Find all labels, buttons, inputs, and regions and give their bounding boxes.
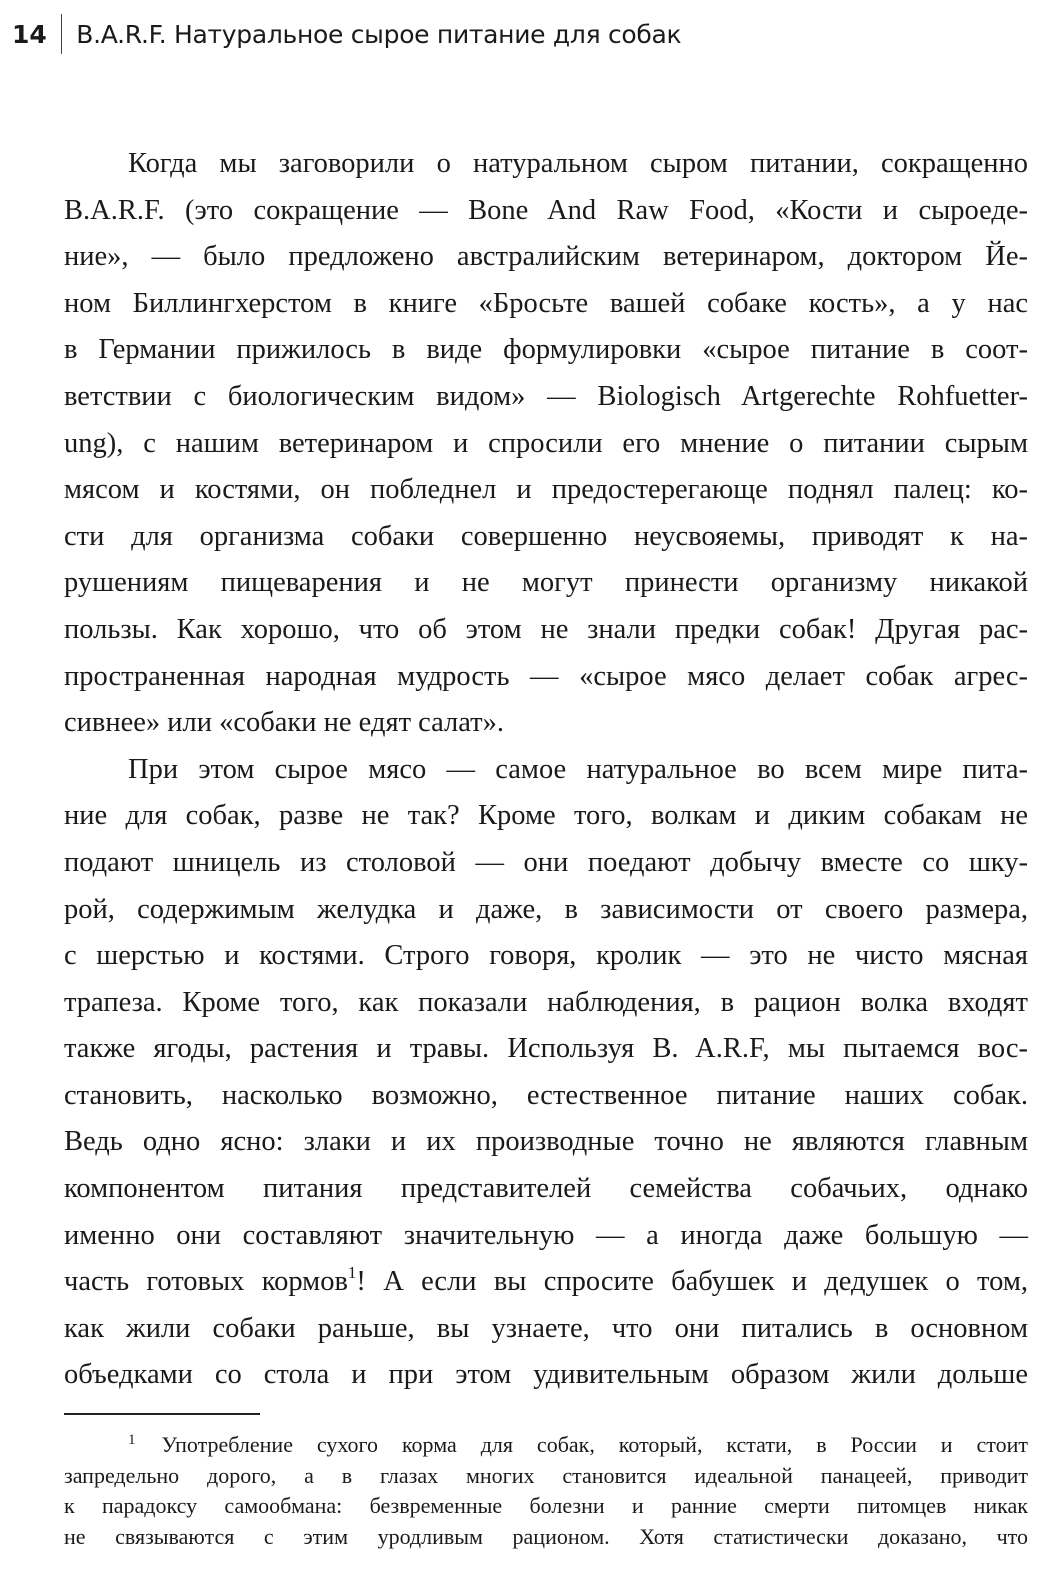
text-line: ветствии с биологическим видом» — Biologisch Artgerechte Rohfuetter- (64, 380, 1028, 412)
text-line: При этом сырое мясо — самое натуральное во всем мире пита- (128, 753, 1028, 785)
footnote-text: Употребление сухого корма для собак, который, кстати, в России и стоит (161, 1432, 1028, 1457)
footnote-line: к парадоксу самообмана: безвременные болезни и ранние смерти питомцев никак (64, 1493, 1028, 1519)
text-line: мясом и костями, он побледнел и предостерегающе поднял палец: ко- (64, 474, 1028, 506)
text-line: Когда мы заговорили о натуральном сыром питании, сокращенно (128, 148, 1028, 179)
text-line: с шерстью и костями. Строго говоря, кролик — это не чисто мясная (64, 940, 1028, 972)
text-line: ung), с нашим ветеринаром и спросили его мнение о питании сырым (64, 427, 1028, 459)
text-line: ние для собак, разве не так? Кроме того, волкам и диким собакам не (64, 800, 1028, 832)
text-line-with-footnote-ref (64, 1259, 1028, 1306)
text-line: Ведь одно ясно: злаки и их производные точно не являются главным (64, 1126, 1028, 1158)
text-line: B.A.R.F. (это сокращение — Bone And Raw Food, «Кости и сыроеде- (64, 194, 1028, 226)
text-line: пользы. Как хорошо, что об этом не знали предки собак! Другая рас- (64, 613, 1028, 645)
footnote (64, 1430, 1028, 1553)
text-line: пространенная народная мудрость — «сырое мясо делает собак агрес- (64, 660, 1028, 692)
text-line: рушениям пищеварения и не могут принести организму никакой (64, 567, 1028, 599)
text-line: сивнее» или «собаки не едят салат». (64, 707, 505, 739)
footnote-reference: 1 (347, 1263, 357, 1283)
text-line: становить, насколько возможно, естественное питание наших собак. (64, 1079, 1028, 1111)
footnote-divider (64, 1413, 260, 1415)
page-number: 14 (12, 19, 47, 49)
text-line: ние», — было предложено австралийским ветеринаром, доктором Йе- (64, 241, 1028, 273)
running-header (12, 14, 681, 54)
text-line: как жили собаки раньше, вы узнаете, что они питались в основном (64, 1312, 1028, 1344)
text-line: ном Биллингхерстом в книге «Бросьте вашей собаке кость», а у нас (64, 287, 1028, 319)
text-line: в Германии прижилось в виде формулировки «сырое питание в соот- (64, 334, 1028, 366)
running-title: B.A.R.F. Натуральное сырое питание для собак (76, 19, 682, 49)
text-line: рой, содержимым желудка и даже, в зависимости от своего размера, (64, 893, 1028, 925)
text-fragment: часть готовых кормов (64, 1266, 348, 1298)
header-divider (61, 14, 63, 54)
text-line: подают шницель из столовой — они поедают добычу вместе со шку- (64, 846, 1028, 878)
text-line: сти для организма собаки совершенно неусвояемы, приводят к на- (64, 520, 1028, 552)
footnote-line (64, 1430, 1028, 1461)
text-line: объедками со стола и при этом удивительным образом жили дольше (64, 1359, 1028, 1391)
footnote-line: запредельно дорого, а в глазах многих становится идеальной панацеей, приводит (64, 1462, 1028, 1488)
text-line: трапеза. Кроме того, как показали наблюдения, в рацион волка входят (64, 986, 1028, 1018)
text-line: компонентом питания представителей семейства собачьих, однако (64, 1173, 1028, 1205)
footnote-number: 1 (128, 1432, 136, 1448)
footnote-line: не связываются с этим уродливым рационом. Хотя статистически доказано, что (64, 1524, 1028, 1550)
text-line: именно они составляют значительную — а иногда даже большую — (64, 1219, 1028, 1251)
text-fragment: ! А если вы спросите бабушек и дедушек о том, (356, 1266, 1028, 1298)
text-line: также ягоды, растения и травы. Используя B. A.R.F, мы пытаемся вос- (64, 1033, 1028, 1065)
body-text (64, 141, 1028, 1399)
